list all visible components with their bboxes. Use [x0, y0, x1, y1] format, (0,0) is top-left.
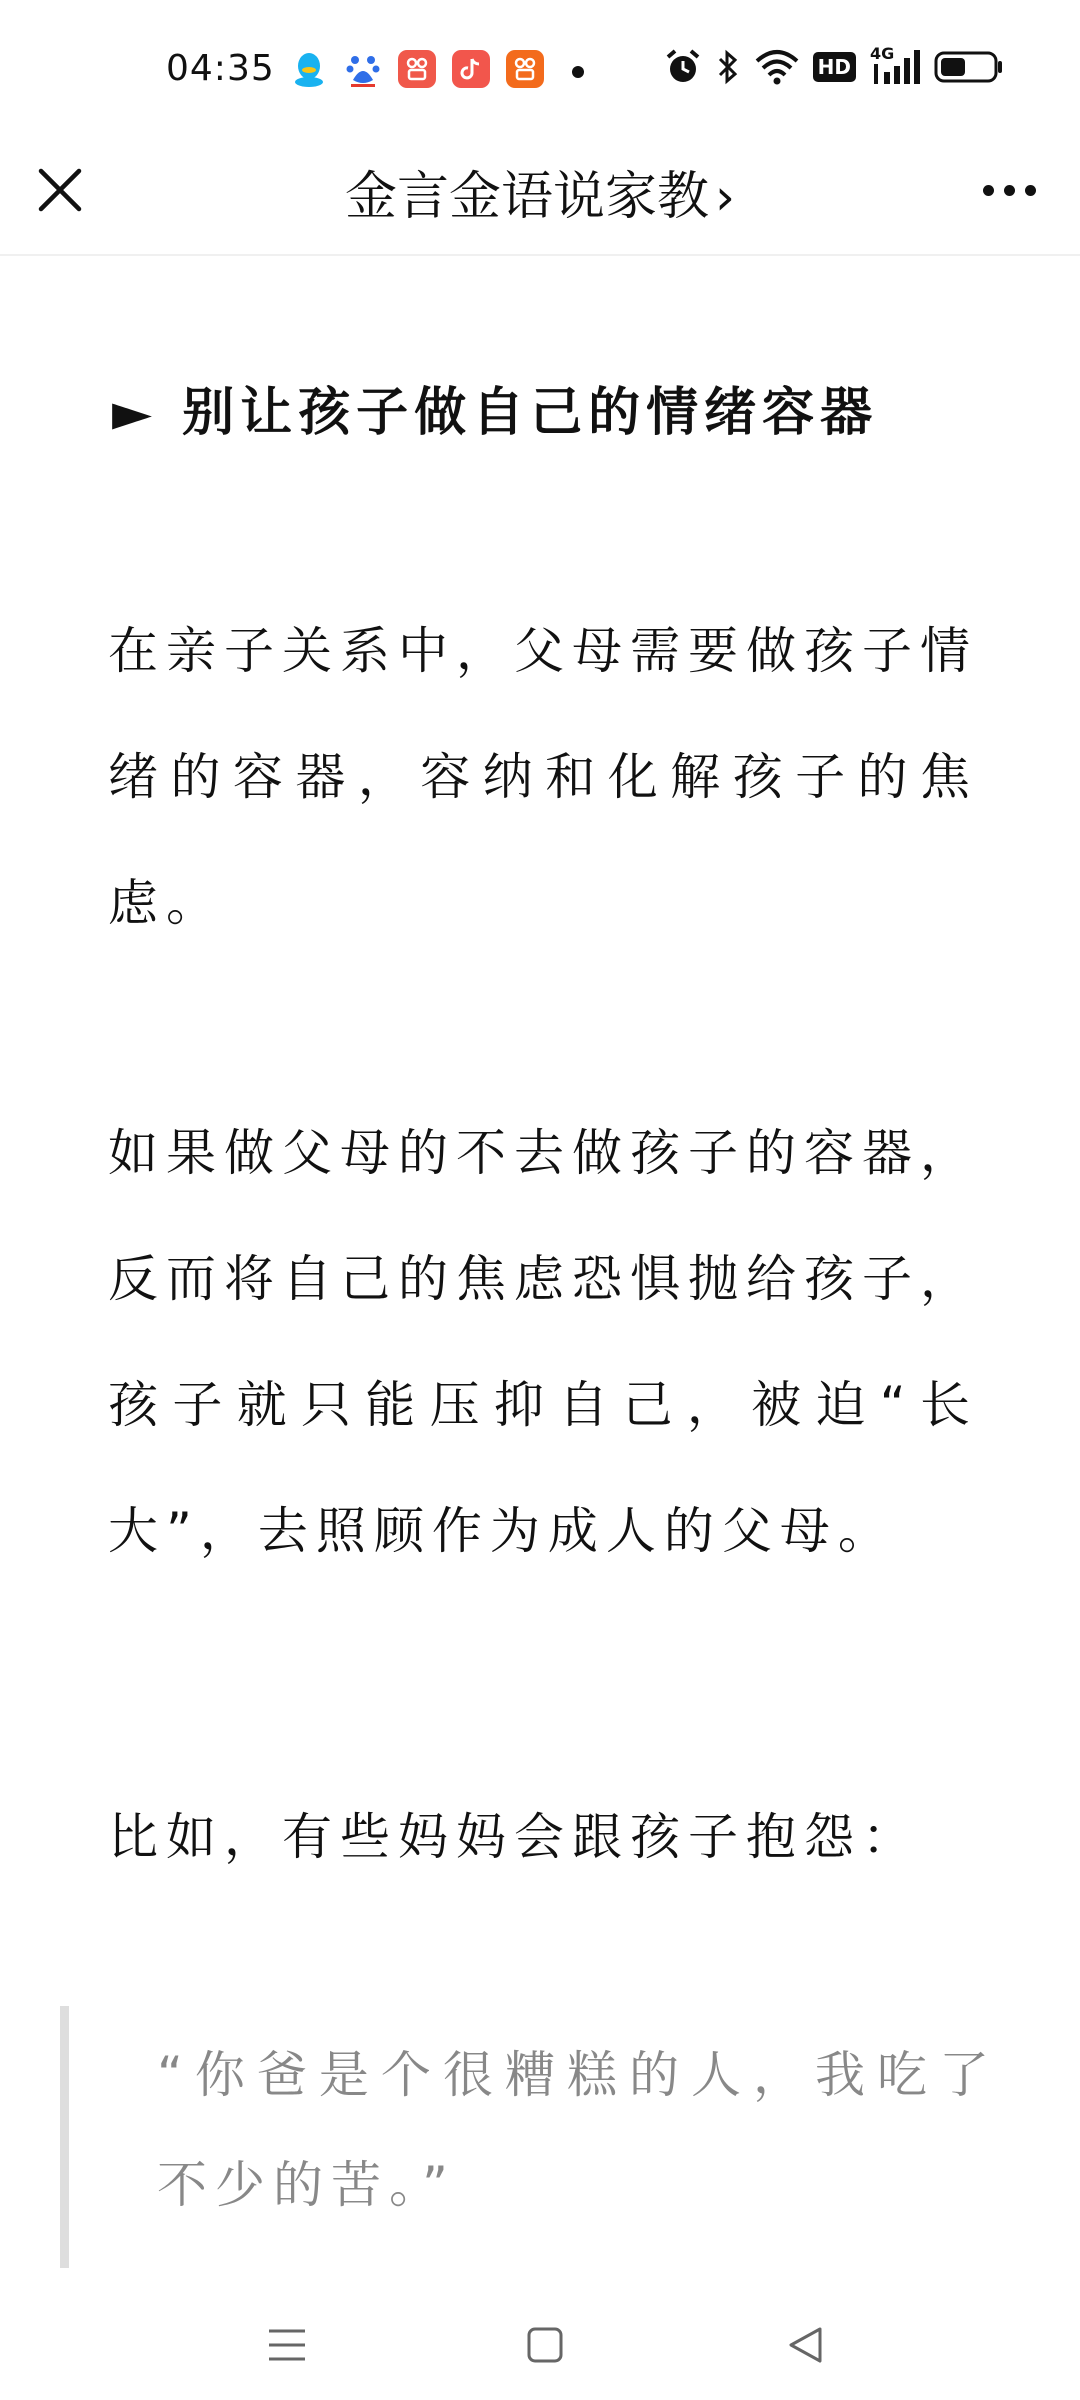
paragraph: 在亲子关系中，父母需要做孩子情绪的容器，容纳和化解孩子的焦虑。 [108, 622, 978, 932]
kuaishou-icon [506, 50, 544, 88]
square-icon [526, 2326, 564, 2364]
baidu-icon [344, 50, 382, 88]
blockquote [60, 2006, 997, 2268]
recent-apps-button[interactable] [252, 2310, 322, 2380]
wifi-icon [755, 49, 799, 85]
more-notifications-dot [572, 66, 584, 78]
kuaishou-icon [398, 50, 436, 88]
status-time: 04:35 [166, 48, 275, 89]
notification-icons [290, 50, 544, 88]
douyin-icon [452, 50, 490, 88]
bluetooth-icon [715, 48, 741, 86]
triangle-back-icon [786, 2325, 824, 2365]
signal-icon [870, 44, 920, 86]
chevron-right-icon: › [715, 168, 735, 226]
quote-text: “你爸是个很糟糕的人，我吃了不少的苦。” [157, 2046, 997, 2214]
qq-icon [290, 50, 328, 88]
alarm-icon [665, 48, 701, 86]
battery-icon [934, 50, 1004, 84]
home-button[interactable] [510, 2310, 580, 2380]
status-bar [0, 0, 1080, 140]
system-icons [665, 44, 1004, 86]
more-options-button[interactable] [964, 160, 1054, 220]
more-dot [983, 185, 994, 196]
nav-bar [0, 140, 1080, 256]
paragraph: 如果做父母的不去做孩子的容器，反而将自己的焦虑恐惧抛给孩子，孩子就只能压抑自己，被迫“长大”，去照顾作为成人的父母。 [108, 1124, 978, 1560]
section-heading: ► 别让孩子做自己的情绪容器 [112, 383, 879, 443]
account-title-link[interactable] [0, 154, 1080, 229]
page-title: 金言金语说家教 [344, 167, 709, 227]
system-nav-bar [0, 2290, 1080, 2400]
more-dot [1004, 185, 1015, 196]
menu-icon [267, 2327, 307, 2363]
network-type: 4G [870, 44, 895, 63]
more-dot [1025, 185, 1036, 196]
paragraph: 比如，有些妈妈会跟孩子抱怨： [108, 1808, 920, 1866]
hd-icon: HD [813, 52, 856, 82]
back-button[interactable] [770, 2310, 840, 2380]
